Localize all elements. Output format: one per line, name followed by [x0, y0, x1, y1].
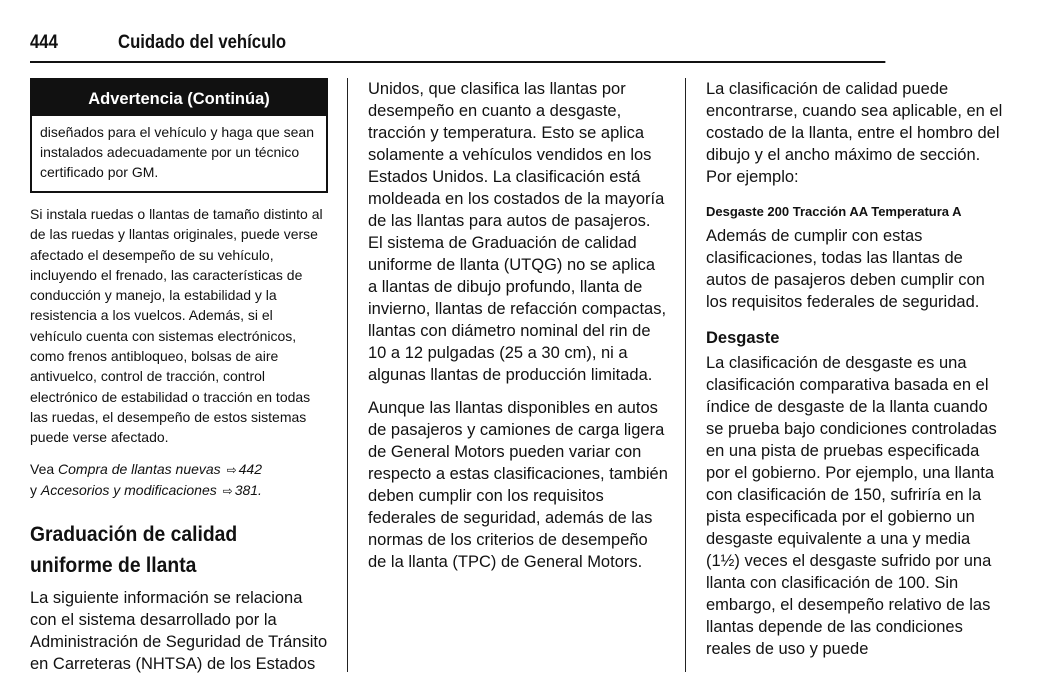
- column-1: [30, 78, 328, 675]
- warning-title: Advertencia (Continúa): [32, 80, 326, 116]
- page-number: 444: [30, 32, 58, 53]
- arrow-icon: ⇨: [226, 462, 237, 477]
- section-heading: Graduación de calidad uniforme de llanta: [30, 523, 238, 578]
- subheading: Desgaste: [706, 329, 780, 347]
- cross-ref-link[interactable]: Compra de llantas nuevas: [58, 460, 221, 477]
- cross-ref-page[interactable]: 442: [238, 460, 262, 477]
- column-2: [368, 78, 668, 573]
- paragraph: Si instala ruedas o llantas de tamaño distinto al de las ruedas y llantas originales, puede verse afectado el desempeño de su vehículo, incluyendo el frenado, las características de conducción y manejo, la estabilidad y la resistencia a los vuelcos. Además, si el vehículo cuenta con sistemas electrónicos, como frenos antibloqueo, bolsas de aire antivuelco, control de tracción, control electrónico de estabilidad o tracción en todas las ruedas, el desempeño de estos sistemas puede verse afectado.: [30, 206, 323, 446]
- warning-body: diseñados para el vehículo y haga que sean instalados adecuadamente por un técnico certificado por GM.: [40, 124, 314, 180]
- warning-box: [30, 78, 328, 193]
- cross-ref-link[interactable]: Accesorios y modificaciones: [40, 481, 217, 498]
- arrow-icon: ⇨: [222, 483, 233, 498]
- see-conjunction: y: [30, 481, 37, 498]
- cross-ref-page[interactable]: 381.: [234, 481, 262, 498]
- see-prefix: Vea: [30, 460, 55, 477]
- column-divider: [347, 78, 348, 672]
- paragraph: La clasificación de calidad puede encontrarse, cuando sea aplicable, en el costado de la llanta, entre el hombro del dibujo y el ancho máximo de sección. Por ejemplo:: [706, 80, 1003, 186]
- paragraph: La clasificación de desgaste es una clasificación comparativa basada en el índice de desgaste de la llanta cuando se prueba bajo condiciones controladas en una pista de pruebas especificada por el gobierno. Por ejemplo, una llanta con clasificación de 150, sufriría en la pista especificada por el gobierno un desgaste equivalente a una y media (1½) veces el desgaste sufrido por una llanta con clasificación de 100. Sin embargo, el desempeño relativo de las llantas depende de las condiciones reales de uso y puede: [706, 354, 997, 658]
- paragraph: Unidos, que clasifica las llantas por desempeño en cuanto a desgaste, tracción y temperatura. Esto se aplica solamente a vehículos vendidos en los Estados Unidos. La clasificación está moldeada en los costados de la mayoría de las llantas para autos de pasajeros. El sistema de Graduación de calidad uniforme de llanta (UTQG) no se aplica a llantas de dibujo profundo, llanta de invierno, llantas de refacción compactas, llantas con diámetro nominal del rin de 10 a 12 pulgadas (25 a 30 cm), ni a algunas llantas de producción limitada.: [368, 80, 667, 384]
- paragraph: Además de cumplir con estas clasificaciones, todas las llantas de autos de pasajeros deben cumplir con los requisitos federales de seguridad.: [706, 227, 985, 311]
- see-reference: [30, 459, 328, 502]
- paragraph: Aunque las llantas disponibles en autos de pasajeros y camiones de carga ligera de General Motors pueden variar con respecto a estas clasificaciones, también deben cumplir con los requisitos federales de seguridad, además de las normas de los criterios de desempeño de la llanta (TPC) de General Motors.: [368, 399, 668, 571]
- grade-example: Desgaste 200 Tracción AA Temperatura A: [706, 204, 962, 219]
- column-3: [706, 78, 1004, 660]
- paragraph: La siguiente información se relaciona con el sistema desarrollado por la Administración de Seguridad de Tránsito en Carreteras (NHTSA) de los Estados: [30, 589, 328, 674]
- column-divider: [685, 78, 686, 672]
- running-title: Cuidado del vehículo: [118, 32, 287, 53]
- page-header: [30, 28, 885, 63]
